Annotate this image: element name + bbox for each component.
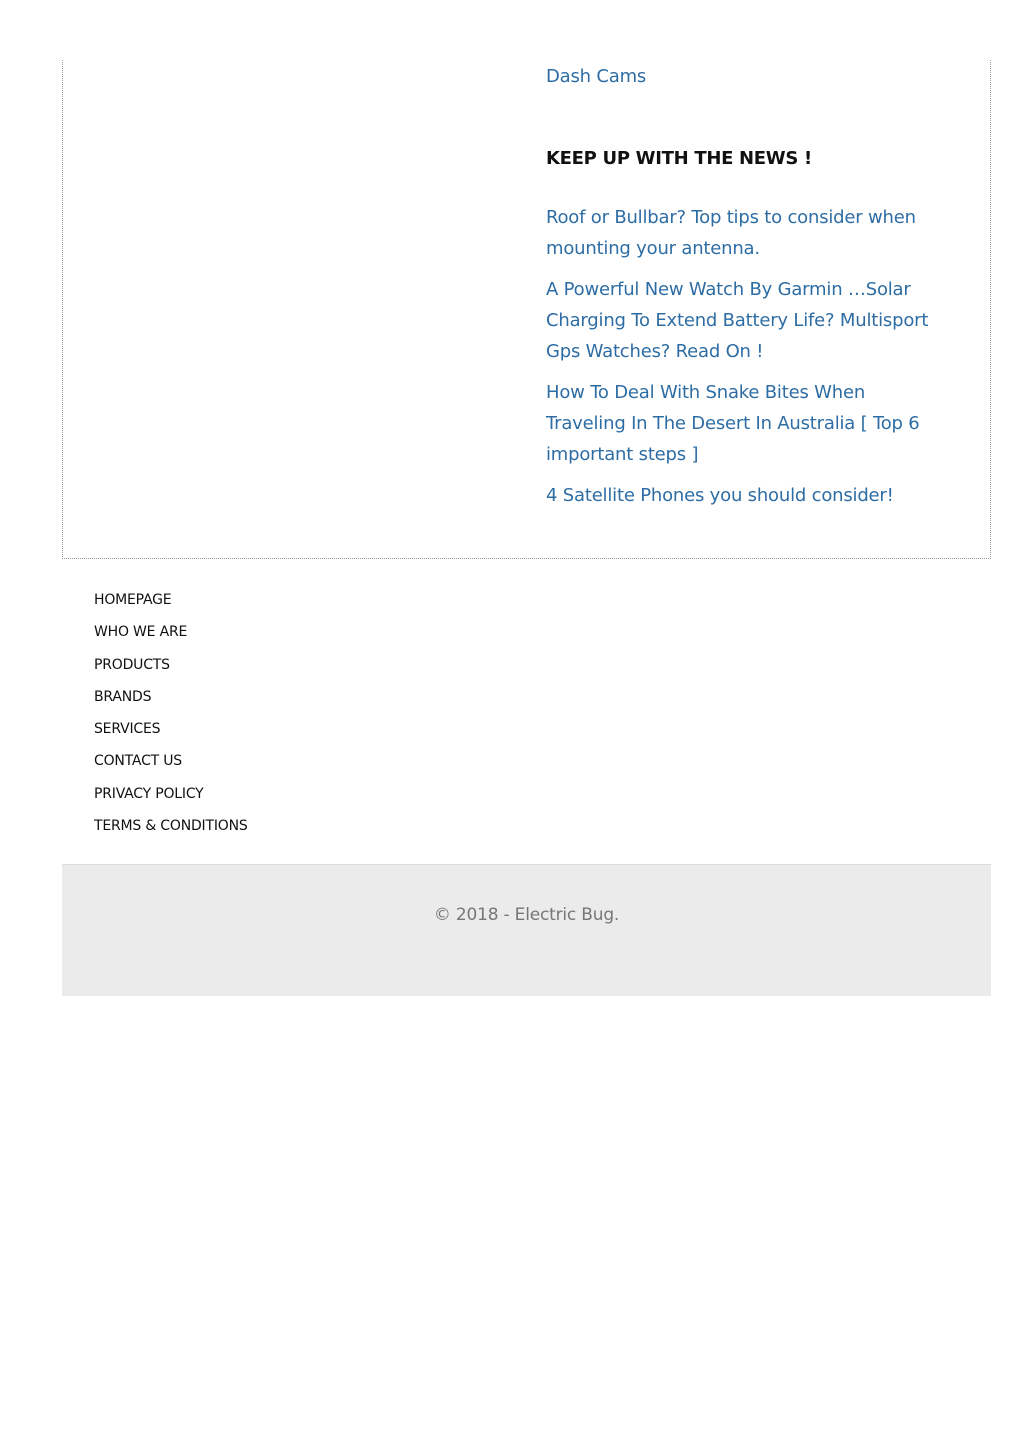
footer-link-products[interactable]: PRODUCTS: [94, 656, 170, 673]
news-link[interactable]: How To Deal With Snake Bites When Traveling In The Desert In Australia [ Top 6 important steps ]: [546, 382, 920, 465]
footer-nav-item-services: [94, 715, 248, 747]
footer-nav-item-homepage: [94, 586, 248, 618]
footer-nav-item-contact-us: [94, 747, 248, 779]
sidebar: [546, 62, 946, 521]
news-list: [546, 202, 946, 511]
news-link[interactable]: Roof or Bullbar? Top tips to consider when mounting your antenna.: [546, 207, 916, 259]
footer-nav-item-privacy-policy: [94, 780, 248, 812]
footer-nav: [94, 586, 248, 844]
news-widget-title: KEEP UP WITH THE NEWS !: [546, 148, 812, 169]
footer-nav-item-brands: [94, 683, 248, 715]
news-link[interactable]: 4 Satellite Phones you should consider!: [546, 485, 894, 506]
news-list-item: [546, 274, 946, 367]
copyright-text: © 2018 - Electric Bug.: [433, 905, 620, 925]
news-link[interactable]: A Powerful New Watch By Garmin …Solar Charging To Extend Battery Life? Multisport Gps Watches? Read On !: [546, 279, 929, 362]
footer-link-contact-us[interactable]: CONTACT US: [94, 753, 182, 770]
category-link-dash-cams[interactable]: Dash Cams: [546, 66, 647, 87]
footer-link-privacy-policy[interactable]: PRIVACY POLICY: [94, 785, 204, 802]
footer-nav-item-terms-conditions: [94, 812, 248, 844]
footer-link-brands[interactable]: BRANDS: [94, 688, 152, 705]
footer-link-terms-conditions[interactable]: TERMS & CONDITIONS: [94, 818, 248, 835]
footer-link-services[interactable]: SERVICES: [94, 721, 161, 738]
footer-link-who-we-are[interactable]: WHO WE ARE: [94, 624, 188, 641]
news-list-item: [546, 377, 946, 470]
footer-link-homepage[interactable]: HOMEPAGE: [94, 592, 172, 608]
news-list-item: [546, 480, 946, 511]
footer-nav-item-who-we-are: [94, 618, 248, 650]
footer-nav-item-products: [94, 651, 248, 683]
news-list-item: [546, 202, 946, 264]
copyright-bar: [62, 864, 991, 996]
